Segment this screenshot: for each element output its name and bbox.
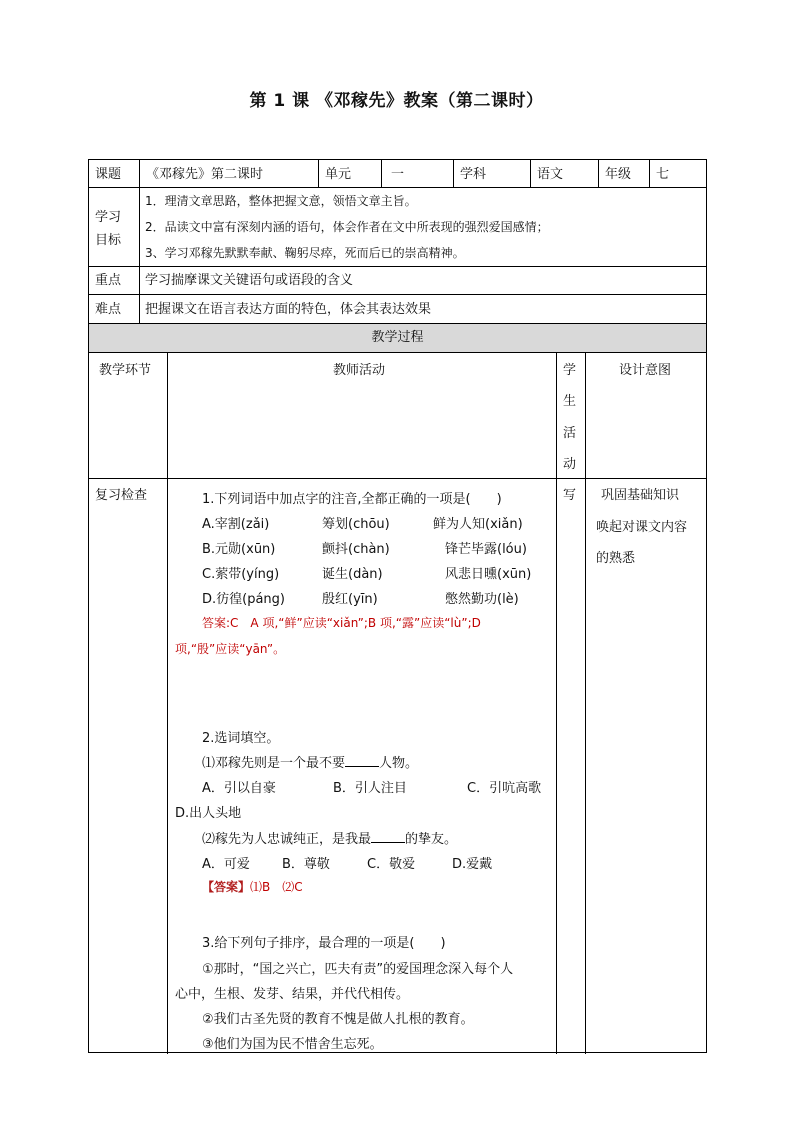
q2-sub1-option: B．引人注目 xyxy=(333,781,407,796)
q1-option: 筹划(chōu) xyxy=(322,517,390,532)
blank-line xyxy=(345,754,379,767)
q1-option: B.元勋(xūn) xyxy=(202,542,276,557)
q2-sub2-option: C．敬爱 xyxy=(367,857,416,872)
row-divider xyxy=(89,352,706,353)
objective-item: 1．理清文章思路，整体把握文意，领悟文章主旨。 xyxy=(145,194,417,208)
col-divider xyxy=(585,352,586,1054)
col-divider xyxy=(649,160,650,187)
col-header-student: 学 xyxy=(563,363,577,378)
blank-line xyxy=(371,830,405,843)
col-divider xyxy=(530,160,531,187)
question-3-stem: 3.给下列句子排序，最合理的一项是( ) xyxy=(202,936,446,951)
q2-sub2-option: A．可爱 xyxy=(202,857,250,872)
unit-value: 一 xyxy=(391,167,405,182)
q2-sub2-text: 的挚友。 xyxy=(405,832,458,847)
grade-label: 年级 xyxy=(605,167,632,182)
q1-option: 风悲日曛(xūn) xyxy=(445,567,532,582)
q1-option: D.彷徨(páng) xyxy=(202,592,285,607)
row-divider xyxy=(89,266,706,267)
col-divider xyxy=(453,160,454,187)
col-header-student: 动 xyxy=(563,457,577,472)
col-divider xyxy=(167,352,168,1054)
col-header-student: 生 xyxy=(563,394,577,409)
q1-option: 殷红(yīn) xyxy=(322,592,378,607)
col-divider xyxy=(318,160,319,187)
row-divider xyxy=(89,478,706,479)
q3-sentence: ③他们为国为民不惜舍生忘死。 xyxy=(202,1037,383,1052)
q2-sub2-text: ⑵稼先为人忠诚纯正，是我最 xyxy=(202,832,372,847)
q2-sub1-option: C．引吭高歌 xyxy=(467,781,542,796)
intent-line: 唤起对课文内容 xyxy=(596,520,688,535)
q1-option: 锋芒毕露(lóu) xyxy=(445,542,527,557)
difficulty-value: 把握课文在语言表达方面的特色，体会其表达效果 xyxy=(145,302,432,317)
q2-answer-value: ⑴B ⑵C xyxy=(250,880,303,894)
unit-label: 单元 xyxy=(325,167,352,182)
intent-line: 的熟悉 xyxy=(596,551,636,566)
subject-label: 学科 xyxy=(460,167,487,182)
question-2-stem: 2.选词填空。 xyxy=(202,731,280,746)
key-point-label: 重点 xyxy=(95,273,122,288)
col-header-intent: 设计意图 xyxy=(619,363,672,378)
stage-review: 复习检查 xyxy=(95,488,148,503)
q2-sub2-option: B．尊敬 xyxy=(282,857,330,872)
q1-option: 鲜为人知(xiǎn) xyxy=(433,517,523,532)
q2-answer-tag: 【答案】 xyxy=(202,880,251,894)
q2-answer xyxy=(202,878,303,895)
q2-sub1-option: A．引以自豪 xyxy=(202,781,276,796)
student-activity-write: 写 xyxy=(563,488,577,503)
col-divider xyxy=(598,160,599,187)
q1-answer: 项,“殷”应读“yān”。 xyxy=(175,642,286,656)
question-1-stem: 1.下列词语中加点字的注音,全都正确的一项是( ) xyxy=(202,492,502,507)
q1-option: 诞生(dàn) xyxy=(322,567,383,582)
col-header-teacher: 教师活动 xyxy=(333,363,386,378)
subject-value: 语文 xyxy=(537,167,564,182)
col-divider xyxy=(556,352,557,1054)
q3-sentence: ②我们古圣先贤的教育不愧是做人扎根的教育。 xyxy=(202,1012,474,1027)
key-point-value: 学习揣摩课文关键语句或语段的含义 xyxy=(145,273,354,288)
q3-sentence: ①那时，“国之兴亡，匹夫有责”的爱国理念深入每个人 xyxy=(202,962,514,977)
q2-sub1 xyxy=(202,752,418,771)
difficulty-label: 难点 xyxy=(95,302,122,317)
col-header-stage: 教学环节 xyxy=(99,363,152,378)
q1-option: C.萦带(yíng) xyxy=(202,567,280,582)
row-divider xyxy=(89,294,706,295)
page-title: 第 1 课 《邓稼先》教案（第二课时） xyxy=(249,91,544,111)
objectives-label: 目标 xyxy=(95,233,122,248)
q1-answer: 答案:C A 项,“鲜”应读“xiǎn”;B 项,“露”应读“lù”;D xyxy=(202,616,481,630)
q2-sub1-text: 人物。 xyxy=(379,756,419,771)
col-header-student: 活 xyxy=(563,426,577,441)
q2-sub2 xyxy=(202,828,457,847)
q1-option: 憋然勤功(lè) xyxy=(445,592,519,607)
objective-item: 2．品读文中富有深刻内涵的语句，体会作者在文中所表现的强烈爱国感情； xyxy=(145,220,549,234)
col-divider xyxy=(381,160,382,187)
q1-option: A.宰割(zǎi) xyxy=(202,517,270,532)
intent-line: 巩固基础知识 xyxy=(601,488,680,503)
col-divider xyxy=(139,160,140,323)
lesson-plan-table xyxy=(88,159,707,1053)
objectives-label: 学习 xyxy=(95,210,122,225)
q2-sub2-option: D.爱戴 xyxy=(452,857,493,872)
q2-sub1-text: ⑴邓稼先则是一个最不要 xyxy=(202,756,346,771)
q2-sub1-option: D.出人头地 xyxy=(175,806,242,821)
course-label: 课题 xyxy=(95,167,122,182)
objective-item: 3、学习邓稼先默默奉献、鞠躬尽瘁，死而后已的崇高精神。 xyxy=(145,246,465,260)
q3-sentence: 心中，生根、发芽、结果，并代代相传。 xyxy=(175,987,410,1002)
process-title: 教学过程 xyxy=(371,330,424,345)
grade-value: 七 xyxy=(656,167,670,182)
q1-option: 颤抖(chàn) xyxy=(322,542,390,557)
row-divider xyxy=(89,187,706,188)
course-value: 《邓稼先》第二课时 xyxy=(146,167,264,182)
